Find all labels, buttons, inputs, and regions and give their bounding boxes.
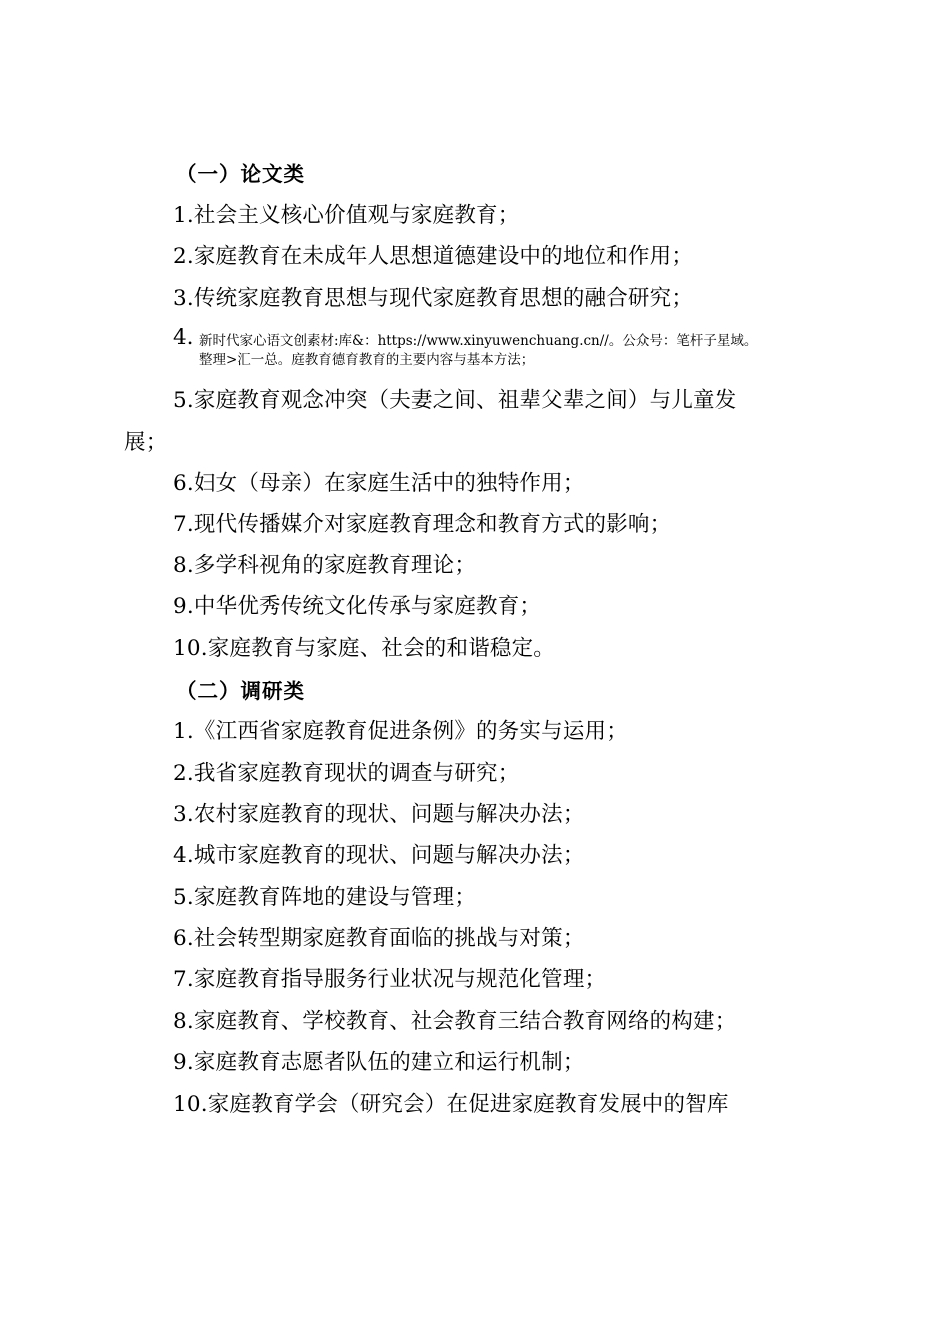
list-item: 1.《江西省家庭教育促进条例》的务实与运用；	[173, 719, 628, 744]
list-item: 6.妇女（母亲）在家庭生活中的独特作用；	[173, 471, 585, 496]
list-item: 4.城市家庭教育的现状、问题与解决办法；	[173, 843, 585, 868]
list-item: 3.传统家庭教育思想与现代家庭教育思想的融合研究；	[173, 286, 694, 311]
list-item: 8.多学科视角的家庭教育理论；	[173, 553, 477, 578]
list-item: 2.家庭教育在未成年人思想道德建设中的地位和作用；	[173, 244, 694, 269]
list-item: 5.家庭教育阵地的建设与管理；	[173, 885, 477, 910]
list-item: 10.家庭教育学会（研究会）在促进家庭教育发展中的智库	[173, 1092, 729, 1117]
list-item: 6.社会转型期家庭教育面临的挑战与对策；	[173, 926, 585, 951]
section-heading-research: （二）调研类	[176, 679, 305, 703]
list-item: 5.家庭教育观念冲突（夫妻之间、祖辈父辈之间）与儿童发	[173, 388, 737, 413]
list-item: 8.家庭教育、学校教育、社会教育三结合教育网络的构建；	[173, 1009, 737, 1034]
list-item: 9.家庭教育志愿者队伍的建立和运行机制；	[173, 1050, 585, 1075]
list-item: 1.社会主义核心价值观与家庭教育；	[173, 203, 520, 228]
list-item: 2.我省家庭教育现状的调查与研究；	[173, 761, 520, 786]
section-heading-papers: （一）论文类	[176, 162, 305, 186]
list-item-number: 4.	[173, 325, 194, 350]
list-item-continuation: 展；	[124, 430, 168, 455]
list-item: 10.家庭教育与家庭、社会的和谐稳定。	[173, 636, 555, 661]
list-item: 7.家庭教育指导服务行业状况与规范化管理；	[173, 967, 607, 992]
list-item: 3.农村家庭教育的现状、问题与解决办法；	[173, 802, 585, 827]
list-item-text-line1: 新时代家心语文创素材:库&：https://www.xinyuwenchuang.cn//。公众号：笔杆子星域。	[199, 333, 758, 349]
list-item: 9.中华优秀传统文化传承与家庭教育；	[173, 594, 542, 619]
list-item: 7.现代传播媒介对家庭教育理念和教育方式的影响；	[173, 512, 672, 537]
list-item-text-line2: 整理>汇一总。庭教育德育教育的主要内容与基本方法；	[199, 352, 535, 368]
